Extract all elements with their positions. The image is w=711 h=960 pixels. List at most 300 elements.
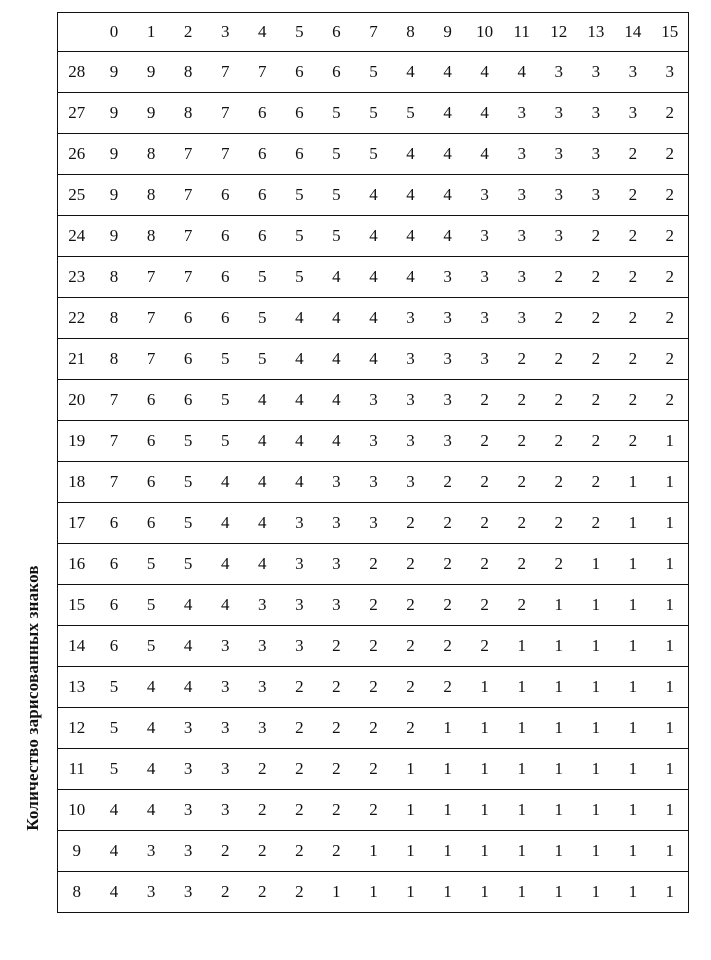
table-cell: 3: [318, 544, 355, 585]
table-cell: 1: [392, 831, 429, 872]
table-row: [58, 257, 689, 298]
table-cell: 4: [207, 544, 244, 585]
column-header: 15: [651, 13, 688, 52]
table-cell: 4: [96, 831, 133, 872]
table-cell: 4: [318, 339, 355, 380]
table-cell: 1: [392, 872, 429, 913]
table-cell: 1: [540, 872, 577, 913]
table-cell: 5: [318, 134, 355, 175]
table-cell: 4: [429, 52, 466, 93]
table-cell: 4: [466, 93, 503, 134]
row-label: 20: [58, 380, 96, 421]
table-cell: 7: [133, 257, 170, 298]
table-row: [58, 421, 689, 462]
table-cell: 3: [207, 708, 244, 749]
table-cell: 5: [355, 52, 392, 93]
table-cell: 3: [577, 175, 614, 216]
table-cell: 1: [429, 708, 466, 749]
table-cell: 1: [651, 462, 688, 503]
table-cell: 2: [281, 749, 318, 790]
table-cell: 4: [207, 585, 244, 626]
table-cell: 3: [281, 626, 318, 667]
row-label: 24: [58, 216, 96, 257]
table-cell: 2: [540, 339, 577, 380]
table-cell: 4: [318, 421, 355, 462]
table-cell: 2: [651, 93, 688, 134]
table-cell: 6: [133, 421, 170, 462]
table-cell: 4: [429, 93, 466, 134]
table-cell: 8: [133, 175, 170, 216]
table-cell: 2: [429, 626, 466, 667]
table-cell: 1: [503, 708, 540, 749]
table-cell: 3: [133, 872, 170, 913]
table-cell: 2: [651, 216, 688, 257]
table-cell: 8: [96, 257, 133, 298]
table-cell: 4: [244, 421, 281, 462]
table-cell: 8: [133, 134, 170, 175]
table-cell: 2: [318, 667, 355, 708]
row-label: 27: [58, 93, 96, 134]
table-cell: 4: [392, 134, 429, 175]
table-cell: 5: [318, 175, 355, 216]
table-row: [58, 134, 689, 175]
table-cell: 1: [614, 749, 651, 790]
table-cell: 2: [466, 626, 503, 667]
table-cell: 5: [170, 544, 207, 585]
table-cell: 5: [207, 339, 244, 380]
table-cell: 2: [392, 626, 429, 667]
table-cell: 1: [614, 831, 651, 872]
table-cell: 2: [392, 708, 429, 749]
table-cell: 1: [651, 708, 688, 749]
table-cell: 2: [244, 749, 281, 790]
column-header: 8: [392, 13, 429, 52]
table-cell: 6: [207, 175, 244, 216]
table-cell: 2: [577, 503, 614, 544]
table-cell: 1: [429, 749, 466, 790]
table-cell: 3: [614, 93, 651, 134]
table-row: [58, 585, 689, 626]
table-cell: 3: [540, 216, 577, 257]
table-cell: 9: [96, 134, 133, 175]
column-header: 4: [244, 13, 281, 52]
table-cell: 1: [540, 749, 577, 790]
table-cell: 2: [355, 749, 392, 790]
table-cell: 6: [207, 257, 244, 298]
row-label: 21: [58, 339, 96, 380]
table-cell: 6: [170, 339, 207, 380]
table-cell: 5: [133, 544, 170, 585]
table-cell: 1: [466, 872, 503, 913]
table-cell: 5: [170, 462, 207, 503]
table-cell: 7: [96, 421, 133, 462]
table-cell: 7: [207, 93, 244, 134]
table-cell: 3: [170, 872, 207, 913]
table-cell: 5: [207, 421, 244, 462]
table-cell: 6: [96, 626, 133, 667]
table-cell: 3: [392, 380, 429, 421]
column-header: 0: [96, 13, 133, 52]
table-cell: 6: [96, 544, 133, 585]
table-cell: 2: [503, 380, 540, 421]
table-cell: 9: [133, 52, 170, 93]
table-row: [58, 667, 689, 708]
table-cell: 1: [651, 626, 688, 667]
corner-cell: [58, 13, 96, 52]
table-row: [58, 626, 689, 667]
table-cell: 5: [96, 667, 133, 708]
column-header: 7: [355, 13, 392, 52]
table-cell: 2: [503, 544, 540, 585]
table-cell: 3: [651, 52, 688, 93]
header-row: [58, 13, 689, 52]
row-label: 17: [58, 503, 96, 544]
table-cell: 2: [577, 421, 614, 462]
table-cell: 3: [355, 503, 392, 544]
table-cell: 1: [651, 585, 688, 626]
row-label: 9: [58, 831, 96, 872]
table-cell: 2: [281, 790, 318, 831]
table-cell: 3: [133, 831, 170, 872]
table-cell: 3: [540, 52, 577, 93]
table-cell: 2: [614, 380, 651, 421]
score-table: [57, 12, 689, 913]
table-cell: 2: [577, 339, 614, 380]
table-cell: 4: [133, 708, 170, 749]
table-cell: 2: [281, 831, 318, 872]
table-cell: 2: [355, 626, 392, 667]
table-cell: 1: [577, 708, 614, 749]
table-cell: 2: [540, 421, 577, 462]
table-cell: 3: [503, 175, 540, 216]
table-cell: 7: [96, 462, 133, 503]
table-row: [58, 749, 689, 790]
table-cell: 2: [651, 175, 688, 216]
table-cell: 2: [614, 298, 651, 339]
table-cell: 3: [614, 52, 651, 93]
table-cell: 1: [466, 790, 503, 831]
table-cell: 2: [244, 790, 281, 831]
table-row: [58, 93, 689, 134]
table-cell: 3: [429, 421, 466, 462]
table-cell: 2: [429, 462, 466, 503]
table-cell: 2: [540, 544, 577, 585]
table-cell: 6: [170, 380, 207, 421]
table-cell: 1: [651, 790, 688, 831]
table-cell: 2: [466, 585, 503, 626]
table-cell: 1: [614, 503, 651, 544]
table-cell: 4: [392, 52, 429, 93]
table-cell: 2: [392, 667, 429, 708]
table-cell: 4: [503, 52, 540, 93]
table-cell: 3: [429, 380, 466, 421]
table-cell: 1: [614, 708, 651, 749]
table-cell: 1: [540, 585, 577, 626]
column-header: 11: [503, 13, 540, 52]
table-cell: 4: [244, 462, 281, 503]
table-cell: 2: [503, 421, 540, 462]
table-cell: 3: [318, 585, 355, 626]
table-cell: 4: [355, 175, 392, 216]
table-cell: 2: [355, 790, 392, 831]
table-cell: 4: [318, 380, 355, 421]
table-cell: 2: [392, 503, 429, 544]
table-cell: 1: [540, 790, 577, 831]
table-cell: 3: [207, 749, 244, 790]
table-cell: 2: [466, 544, 503, 585]
table-cell: 2: [466, 503, 503, 544]
table-cell: 1: [540, 831, 577, 872]
table-cell: 1: [577, 626, 614, 667]
table-cell: 4: [170, 585, 207, 626]
table-cell: 4: [244, 544, 281, 585]
table-cell: 8: [96, 298, 133, 339]
table-cell: 1: [651, 544, 688, 585]
table-cell: 4: [281, 380, 318, 421]
table-cell: 2: [318, 790, 355, 831]
table-cell: 9: [96, 216, 133, 257]
table-cell: 2: [651, 339, 688, 380]
table-cell: 7: [207, 52, 244, 93]
table-cell: 2: [318, 749, 355, 790]
table-cell: 4: [392, 216, 429, 257]
table-cell: 2: [466, 380, 503, 421]
table-cell: 5: [392, 93, 429, 134]
table-cell: 1: [503, 872, 540, 913]
table-cell: 2: [318, 708, 355, 749]
table-cell: 3: [281, 585, 318, 626]
table-cell: 5: [244, 339, 281, 380]
table-cell: 4: [355, 339, 392, 380]
table-cell: 2: [392, 585, 429, 626]
table-cell: 2: [318, 626, 355, 667]
table-cell: 5: [96, 708, 133, 749]
table-cell: 2: [577, 380, 614, 421]
table-cell: 4: [96, 872, 133, 913]
table-cell: 5: [318, 93, 355, 134]
column-header: 1: [133, 13, 170, 52]
row-label: 10: [58, 790, 96, 831]
table-cell: 4: [355, 298, 392, 339]
row-label: 13: [58, 667, 96, 708]
table-cell: 1: [355, 831, 392, 872]
table-cell: 2: [614, 421, 651, 462]
table-cell: 1: [355, 872, 392, 913]
table-cell: 9: [96, 175, 133, 216]
table-cell: 9: [133, 93, 170, 134]
table-row: [58, 708, 689, 749]
table-row: [58, 298, 689, 339]
column-header: 3: [207, 13, 244, 52]
table-cell: 3: [355, 421, 392, 462]
table-cell: 1: [466, 708, 503, 749]
table-cell: 3: [207, 790, 244, 831]
table-cell: 1: [392, 790, 429, 831]
table-cell: 1: [577, 831, 614, 872]
row-label: 15: [58, 585, 96, 626]
table-cell: 6: [244, 216, 281, 257]
table-cell: 5: [207, 380, 244, 421]
table-cell: 2: [540, 462, 577, 503]
table-cell: 6: [318, 52, 355, 93]
table-cell: 2: [577, 216, 614, 257]
table-cell: 8: [133, 216, 170, 257]
table-cell: 3: [429, 257, 466, 298]
table-cell: 2: [466, 462, 503, 503]
table-cell: 3: [540, 134, 577, 175]
table-cell: 1: [466, 667, 503, 708]
table-cell: 2: [244, 831, 281, 872]
table-cell: 3: [392, 298, 429, 339]
table-cell: 4: [466, 134, 503, 175]
table-cell: 2: [429, 503, 466, 544]
column-header: 12: [540, 13, 577, 52]
table-cell: 3: [207, 667, 244, 708]
table-cell: 2: [355, 585, 392, 626]
column-header: 2: [170, 13, 207, 52]
table-cell: 4: [133, 790, 170, 831]
table-cell: 3: [577, 52, 614, 93]
column-header: 9: [429, 13, 466, 52]
table-cell: 7: [170, 216, 207, 257]
table-cell: 8: [170, 52, 207, 93]
table-cell: 5: [244, 298, 281, 339]
table-cell: 8: [170, 93, 207, 134]
table-cell: 2: [355, 708, 392, 749]
row-label: 28: [58, 52, 96, 93]
table-cell: 4: [429, 175, 466, 216]
table-cell: 1: [614, 667, 651, 708]
table-row: [58, 380, 689, 421]
table-cell: 1: [540, 708, 577, 749]
table-cell: 2: [392, 544, 429, 585]
table-cell: 8: [96, 339, 133, 380]
table-cell: 6: [207, 216, 244, 257]
table-cell: 3: [577, 134, 614, 175]
table-cell: 7: [170, 257, 207, 298]
table-cell: 3: [244, 667, 281, 708]
table-cell: 3: [355, 462, 392, 503]
table-cell: 6: [244, 93, 281, 134]
table-cell: 3: [503, 134, 540, 175]
table-cell: 3: [577, 93, 614, 134]
table-cell: 6: [281, 134, 318, 175]
table-cell: 2: [318, 831, 355, 872]
table-row: [58, 339, 689, 380]
row-label: 23: [58, 257, 96, 298]
table-cell: 3: [392, 339, 429, 380]
table-cell: 7: [133, 339, 170, 380]
table-cell: 1: [651, 421, 688, 462]
table-cell: 1: [503, 667, 540, 708]
table-cell: 2: [540, 380, 577, 421]
table-cell: 2: [614, 134, 651, 175]
table-cell: 2: [540, 503, 577, 544]
table-cell: 7: [170, 175, 207, 216]
table-cell: 6: [96, 585, 133, 626]
table-cell: 3: [466, 298, 503, 339]
table-cell: 3: [503, 298, 540, 339]
table-cell: 6: [170, 298, 207, 339]
table-cell: 6: [281, 52, 318, 93]
table-cell: 3: [355, 380, 392, 421]
table-row: [58, 790, 689, 831]
table-cell: 6: [133, 380, 170, 421]
table-cell: 3: [244, 708, 281, 749]
table-cell: 4: [133, 749, 170, 790]
table-cell: 4: [466, 52, 503, 93]
table-cell: 3: [540, 175, 577, 216]
table-cell: 2: [466, 421, 503, 462]
table-cell: 1: [577, 667, 614, 708]
table-cell: 1: [392, 749, 429, 790]
table-cell: 2: [429, 667, 466, 708]
row-label: 14: [58, 626, 96, 667]
table-body: [58, 52, 689, 913]
table-cell: 2: [651, 134, 688, 175]
table-cell: 4: [281, 298, 318, 339]
table-cell: 3: [503, 257, 540, 298]
table-cell: 3: [318, 503, 355, 544]
table-cell: 2: [281, 872, 318, 913]
table-cell: 3: [244, 585, 281, 626]
table-cell: 2: [577, 462, 614, 503]
table-cell: 6: [133, 462, 170, 503]
table-cell: 4: [207, 503, 244, 544]
table-row: [58, 831, 689, 872]
table-cell: 4: [170, 667, 207, 708]
row-label: 11: [58, 749, 96, 790]
table-cell: 3: [466, 175, 503, 216]
table-cell: 1: [651, 749, 688, 790]
table-cell: 2: [614, 339, 651, 380]
table-cell: 6: [244, 134, 281, 175]
table-cell: 4: [318, 298, 355, 339]
table-cell: 7: [96, 380, 133, 421]
table-cell: 3: [207, 626, 244, 667]
table-cell: 6: [96, 503, 133, 544]
table-cell: 3: [466, 257, 503, 298]
table-cell: 2: [281, 667, 318, 708]
table-cell: 1: [503, 831, 540, 872]
table-cell: 3: [540, 93, 577, 134]
table-cell: 1: [614, 585, 651, 626]
table-cell: 7: [244, 52, 281, 93]
table-cell: 4: [392, 175, 429, 216]
table-cell: 4: [318, 257, 355, 298]
table-cell: 5: [281, 216, 318, 257]
table-cell: 4: [392, 257, 429, 298]
table-cell: 6: [207, 298, 244, 339]
table-cell: 2: [577, 257, 614, 298]
row-label: 25: [58, 175, 96, 216]
row-label: 8: [58, 872, 96, 913]
table-cell: 1: [429, 831, 466, 872]
table-cell: 1: [577, 790, 614, 831]
table-cell: 4: [133, 667, 170, 708]
table-cell: 9: [96, 93, 133, 134]
table-cell: 5: [281, 175, 318, 216]
table-cell: 3: [466, 339, 503, 380]
table-cell: 2: [503, 462, 540, 503]
table-cell: 1: [429, 790, 466, 831]
table-cell: 2: [281, 708, 318, 749]
table-cell: 4: [281, 421, 318, 462]
table-cell: 1: [614, 626, 651, 667]
table-cell: 5: [133, 585, 170, 626]
table-cell: 1: [651, 872, 688, 913]
table-cell: 6: [133, 503, 170, 544]
